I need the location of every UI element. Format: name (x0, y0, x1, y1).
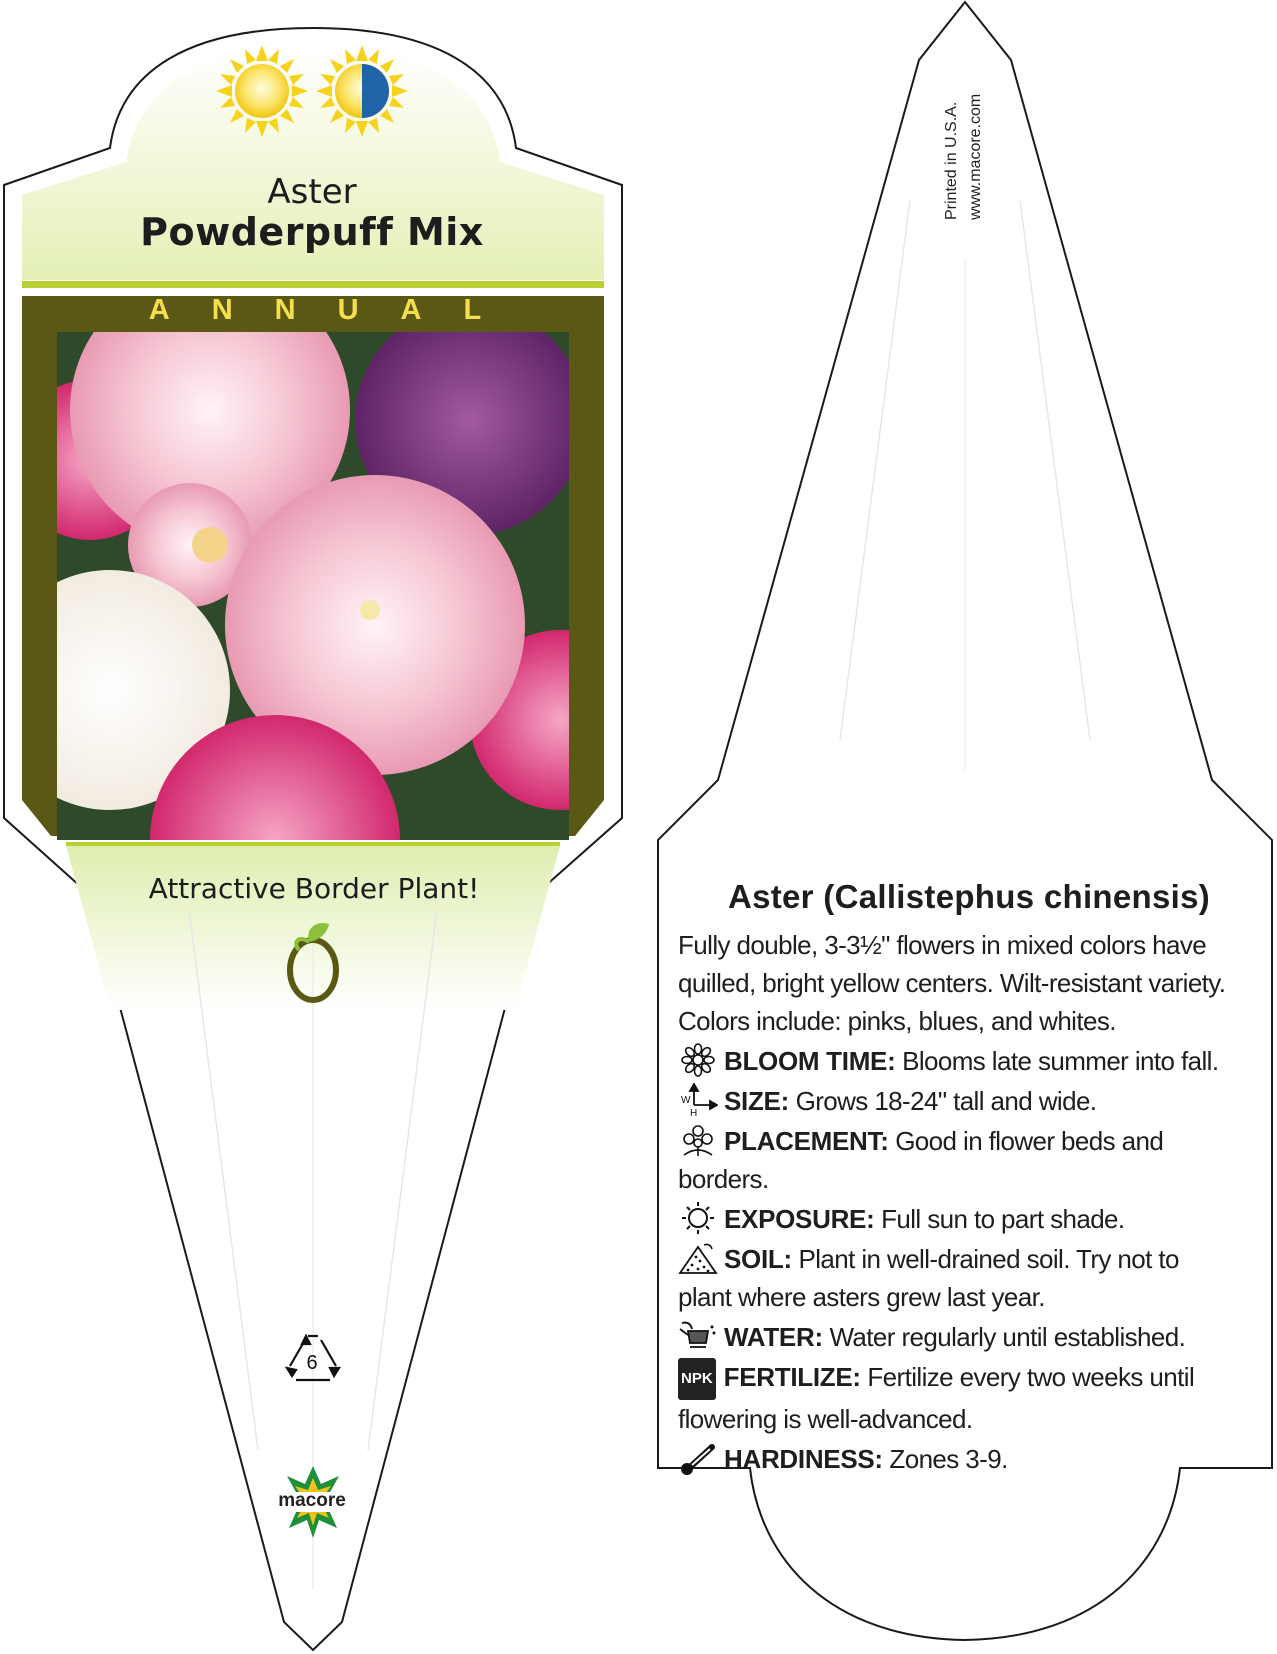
printed-website: www.macore.com (967, 93, 984, 220)
printed-location: Printed in U.S.A. (943, 101, 960, 220)
tagline: Attractive Border Plant! (148, 872, 480, 905)
watering-can-icon (678, 1319, 718, 1353)
size-arrows-icon (678, 1083, 718, 1117)
care-instructions (678, 878, 1230, 1478)
attribute-exposure: EXPOSURE: Full sun to part shade. (678, 1200, 1230, 1238)
attribute-hardiness: HARDINESS: Zones 3-9. (678, 1440, 1230, 1478)
sun-outline-icon (678, 1201, 718, 1235)
plant-description: Fully double, 3-3½" flowers in mixed colors have quilled, bright yellow centers. Wilt-resistant variety. Colors include: pinks, blues, and whites. (678, 930, 1226, 1036)
printed-info (940, 94, 988, 220)
plant-cluster-icon (678, 1123, 718, 1157)
recycle-number: 6 (306, 1352, 318, 1374)
thermometer-icon (678, 1441, 718, 1475)
svg-text:W: W (681, 1095, 690, 1106)
attribute-water: WATER: Water regularly until established. (678, 1318, 1230, 1356)
attribute-bloom-time: BLOOM TIME: Blooms late summer into fall. (678, 1042, 1230, 1080)
svg-text:H: H (690, 1108, 697, 1117)
soil-icon (678, 1241, 718, 1275)
plant-variety: Powderpuff Mix (140, 210, 484, 254)
plant-type-label: ANNUAL (148, 294, 524, 326)
attribute-fertilize: NPK FERTILIZE: Fertilize every two weeks until flowering is well-advanced. (678, 1358, 1230, 1438)
flower-icon (678, 1043, 718, 1077)
attribute-size: W H SIZE: Grows 18-24" tall and wide. (678, 1082, 1230, 1120)
attribute-placement: PLACEMENT: Good in flower beds and borders. (678, 1122, 1230, 1198)
npk-icon: NPK (678, 1358, 716, 1400)
plant-genus: Aster (267, 172, 357, 212)
back-title: Aster (Callistephus chinensis) (727, 878, 1211, 915)
attribute-soil: SOIL: Plant in well-drained soil. Try not to plant where asters grew last year. (678, 1240, 1230, 1316)
brand-name: macore (278, 1490, 346, 1511)
